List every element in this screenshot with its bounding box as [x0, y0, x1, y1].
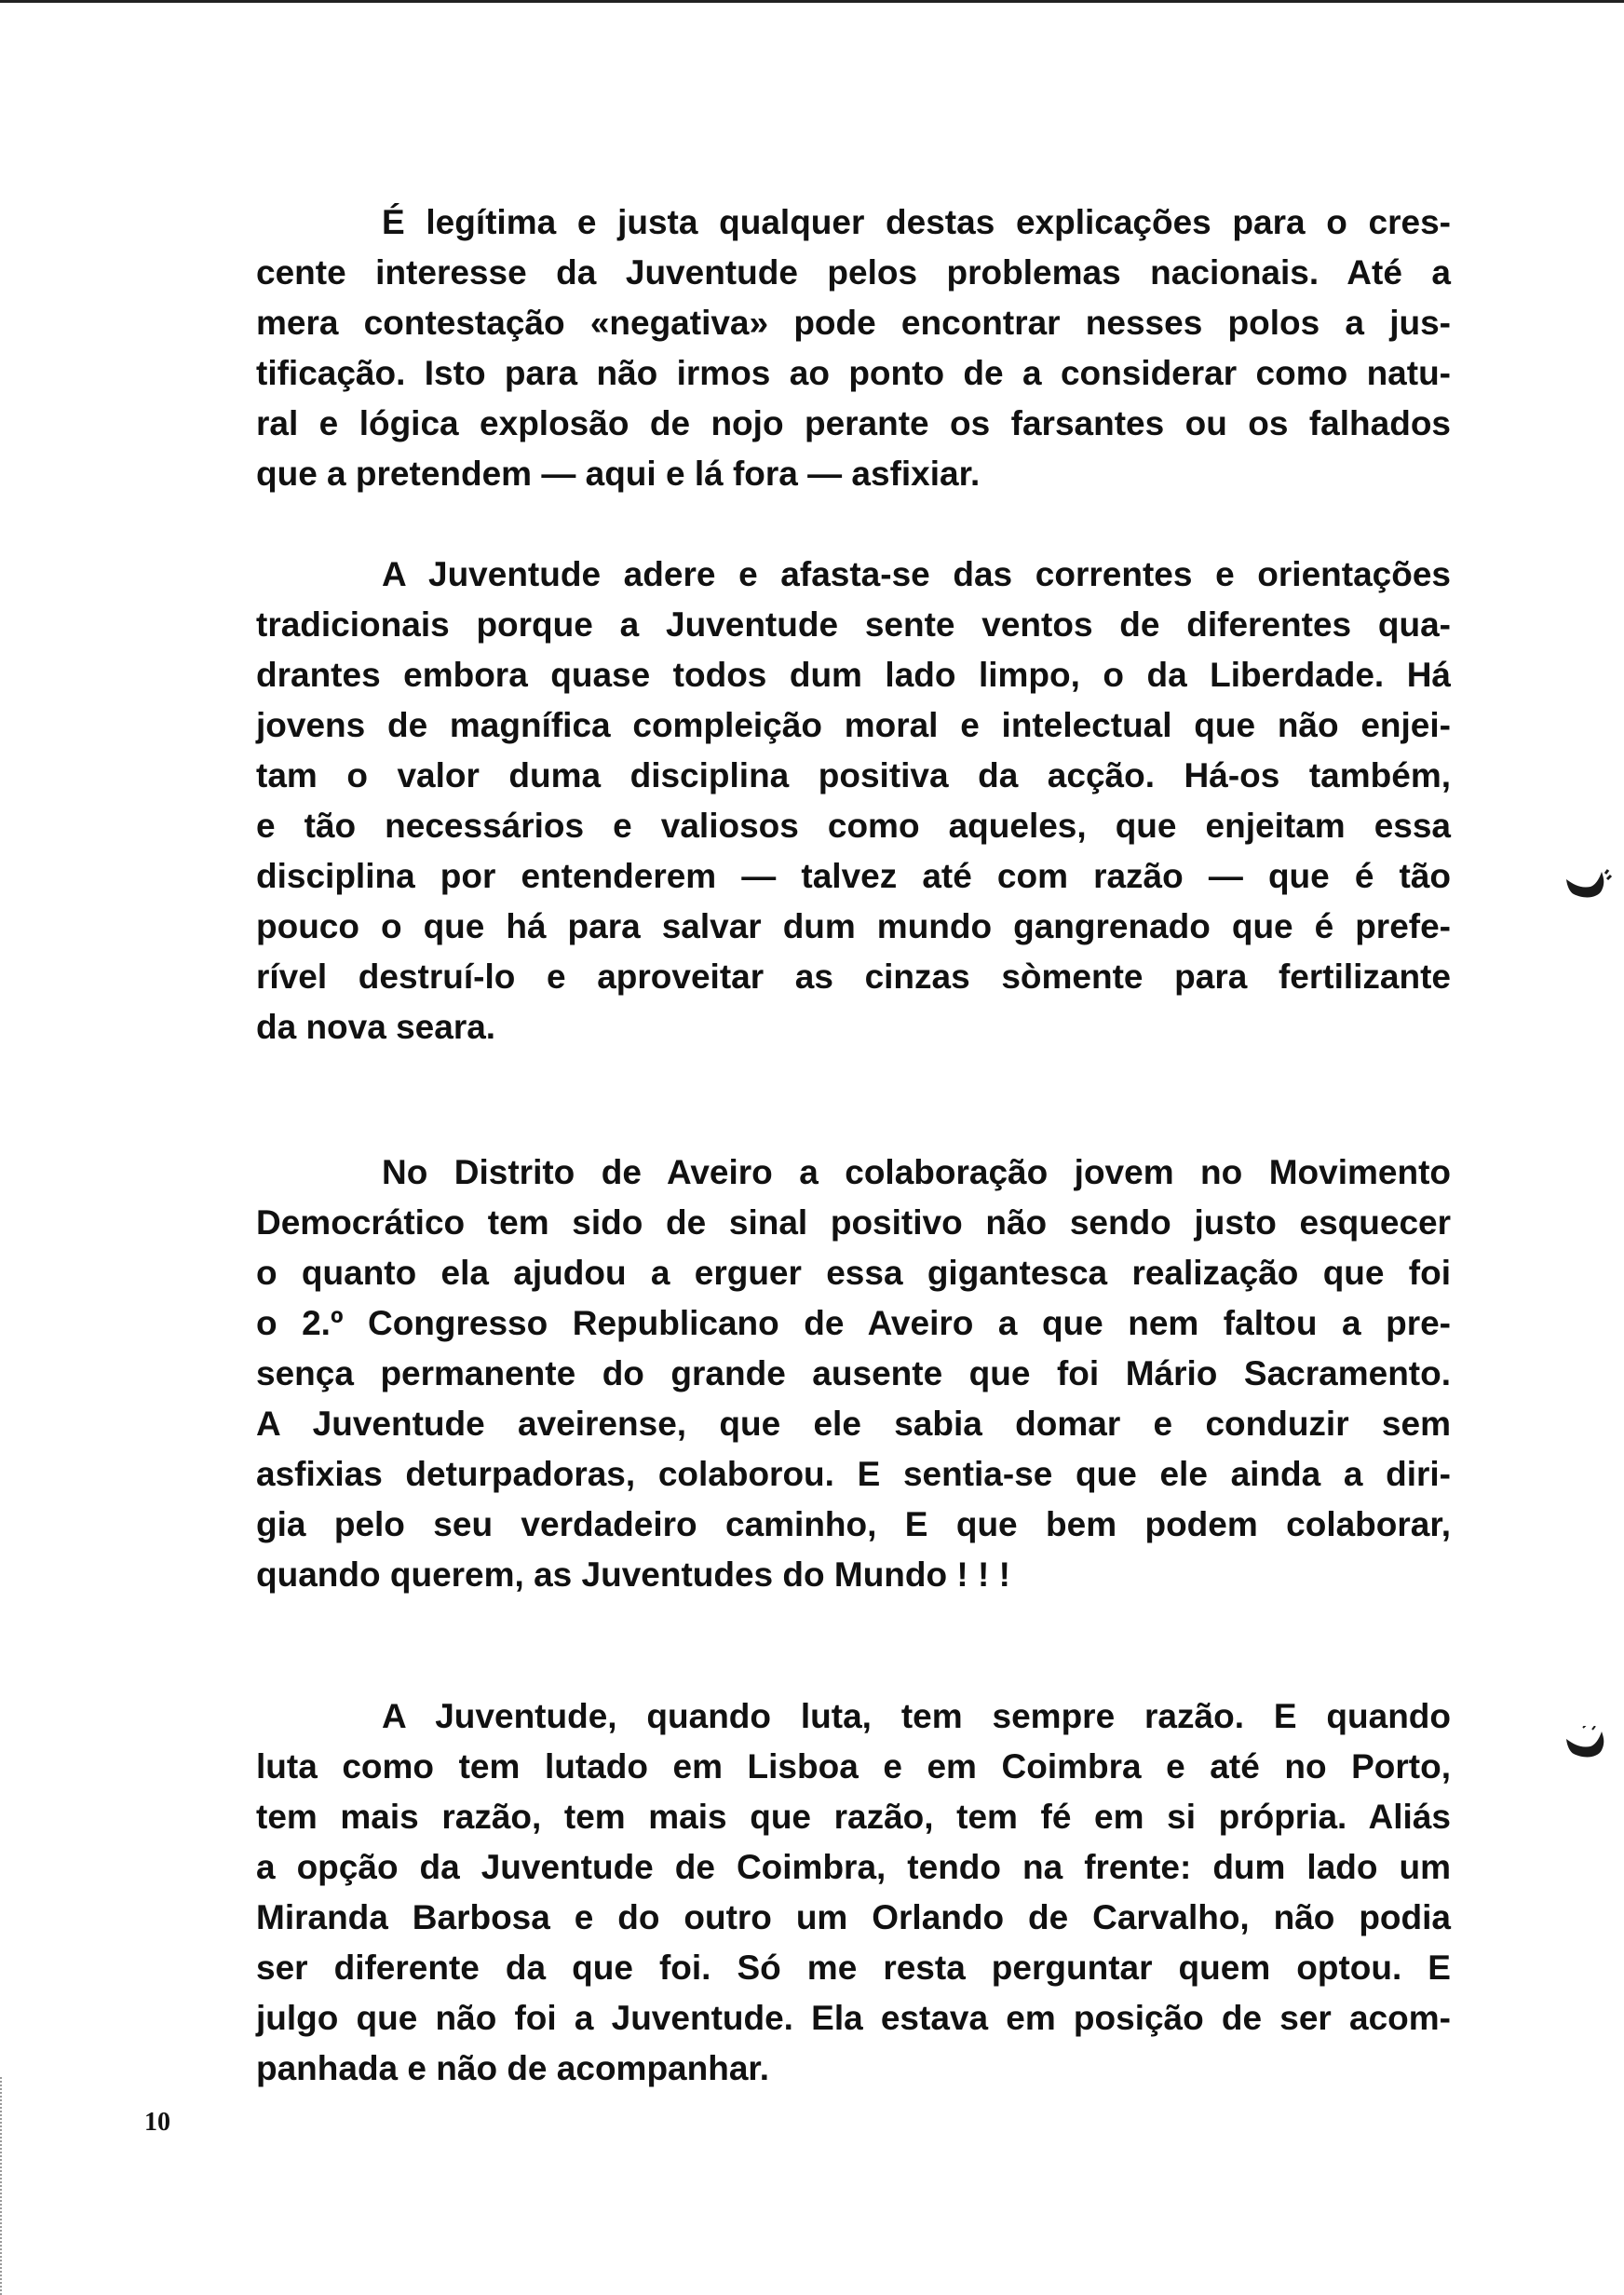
- paragraph-2: [256, 550, 1451, 1052]
- text-line: asfixias deturpadoras, colaborou. E sentia-se que ele ainda a diri-: [256, 1455, 1451, 1493]
- text-line: quando querem, as Juventudes do Mundo ! ! !: [256, 1555, 1010, 1594]
- text-line: gia pelo seu verdadeiro caminho, E que bem podem colaborar,: [256, 1505, 1451, 1543]
- text-line: luta como tem lutado em Lisboa e em Coimbra e até no Porto,: [256, 1747, 1451, 1786]
- text-line: ral e lógica explosão de nojo perante os farsantes ou os falhados: [256, 404, 1451, 442]
- binding-hole-mark: [1564, 866, 1613, 903]
- text-line: tam o valor duma disciplina positiva da acção. Há-os também,: [256, 756, 1451, 794]
- text-line: cente interesse da Juventude pelos problemas nacionais. Até a: [256, 253, 1451, 292]
- top-edge-rule: [0, 0, 1624, 3]
- paragraph-1: [256, 197, 1451, 499]
- text-line: A Juventude adere e afasta-se das correntes e orientações: [382, 555, 1451, 593]
- text-line: disciplina por entenderem — talvez até com razão — que é tão: [256, 857, 1451, 895]
- text-line: rível destruí-lo e aproveitar as cinzas sòmente para fertilizante: [256, 957, 1451, 996]
- paragraph-3: [256, 1148, 1451, 1600]
- text-line: da nova seara.: [256, 1008, 496, 1046]
- paragraph-4: [256, 1691, 1451, 2094]
- text-line: jovens de magnífica compleição moral e intelectual que não enjei-: [256, 706, 1451, 744]
- page-edge-dots: [0, 2077, 6, 2295]
- text-line: a opção da Juventude de Coimbra, tendo na frente: dum lado um: [256, 1848, 1451, 1886]
- text-line: ser diferente da que foi. Só me resta perguntar quem optou. E: [256, 1949, 1451, 1987]
- page-number: 10: [144, 2108, 170, 2137]
- text-line: drantes embora quase todos dum lado limpo, o da Liberdade. Há: [256, 656, 1451, 694]
- text-line: que a pretendem — aqui e lá fora — asfixiar.: [256, 455, 981, 493]
- binding-hole-mark: [1564, 1726, 1613, 1763]
- text-line: sença permanente do grande ausente que foi Mário Sacramento.: [256, 1354, 1451, 1392]
- text-line: É legítima e justa qualquer destas explicações para o cres-: [382, 203, 1451, 241]
- text-line: tem mais razão, tem mais que razão, tem fé em si própria. Aliás: [256, 1798, 1451, 1836]
- text-line: tradicionais porque a Juventude sente ventos de diferentes qua-: [256, 605, 1451, 644]
- text-line: mera contestação «negativa» pode encontrar nesses polos a jus-: [256, 304, 1451, 342]
- text-line: e tão necessários e valiosos como aqueles, que enjeitam essa: [256, 807, 1451, 845]
- text-line: julgo que não foi a Juventude. Ela estava em posição de ser acom-: [256, 1999, 1451, 2037]
- text-line: A Juventude aveirense, que ele sabia domar e conduzir sem: [256, 1405, 1451, 1443]
- text-line: No Distrito de Aveiro a colaboração jovem no Movimento: [382, 1153, 1451, 1191]
- text-line: A Juventude, quando luta, tem sempre razão. E quando: [382, 1697, 1451, 1735]
- text-line: o quanto ela ajudou a erguer essa gigantesca realização que foi: [256, 1254, 1451, 1292]
- text-line: tificação. Isto para não irmos ao ponto de a considerar como natu-: [256, 354, 1451, 392]
- text-line: o 2.º Congresso Republicano de Aveiro a que nem faltou a pre-: [256, 1304, 1451, 1342]
- text-line: Miranda Barbosa e do outro um Orlando de Carvalho, não podia: [256, 1898, 1451, 1936]
- text-line: pouco o que há para salvar dum mundo gangrenado que é prefe-: [256, 907, 1451, 945]
- text-line: panhada e não de acompanhar.: [256, 2049, 770, 2087]
- text-line: Democrático tem sido de sinal positivo não sendo justo esquecer: [256, 1203, 1451, 1242]
